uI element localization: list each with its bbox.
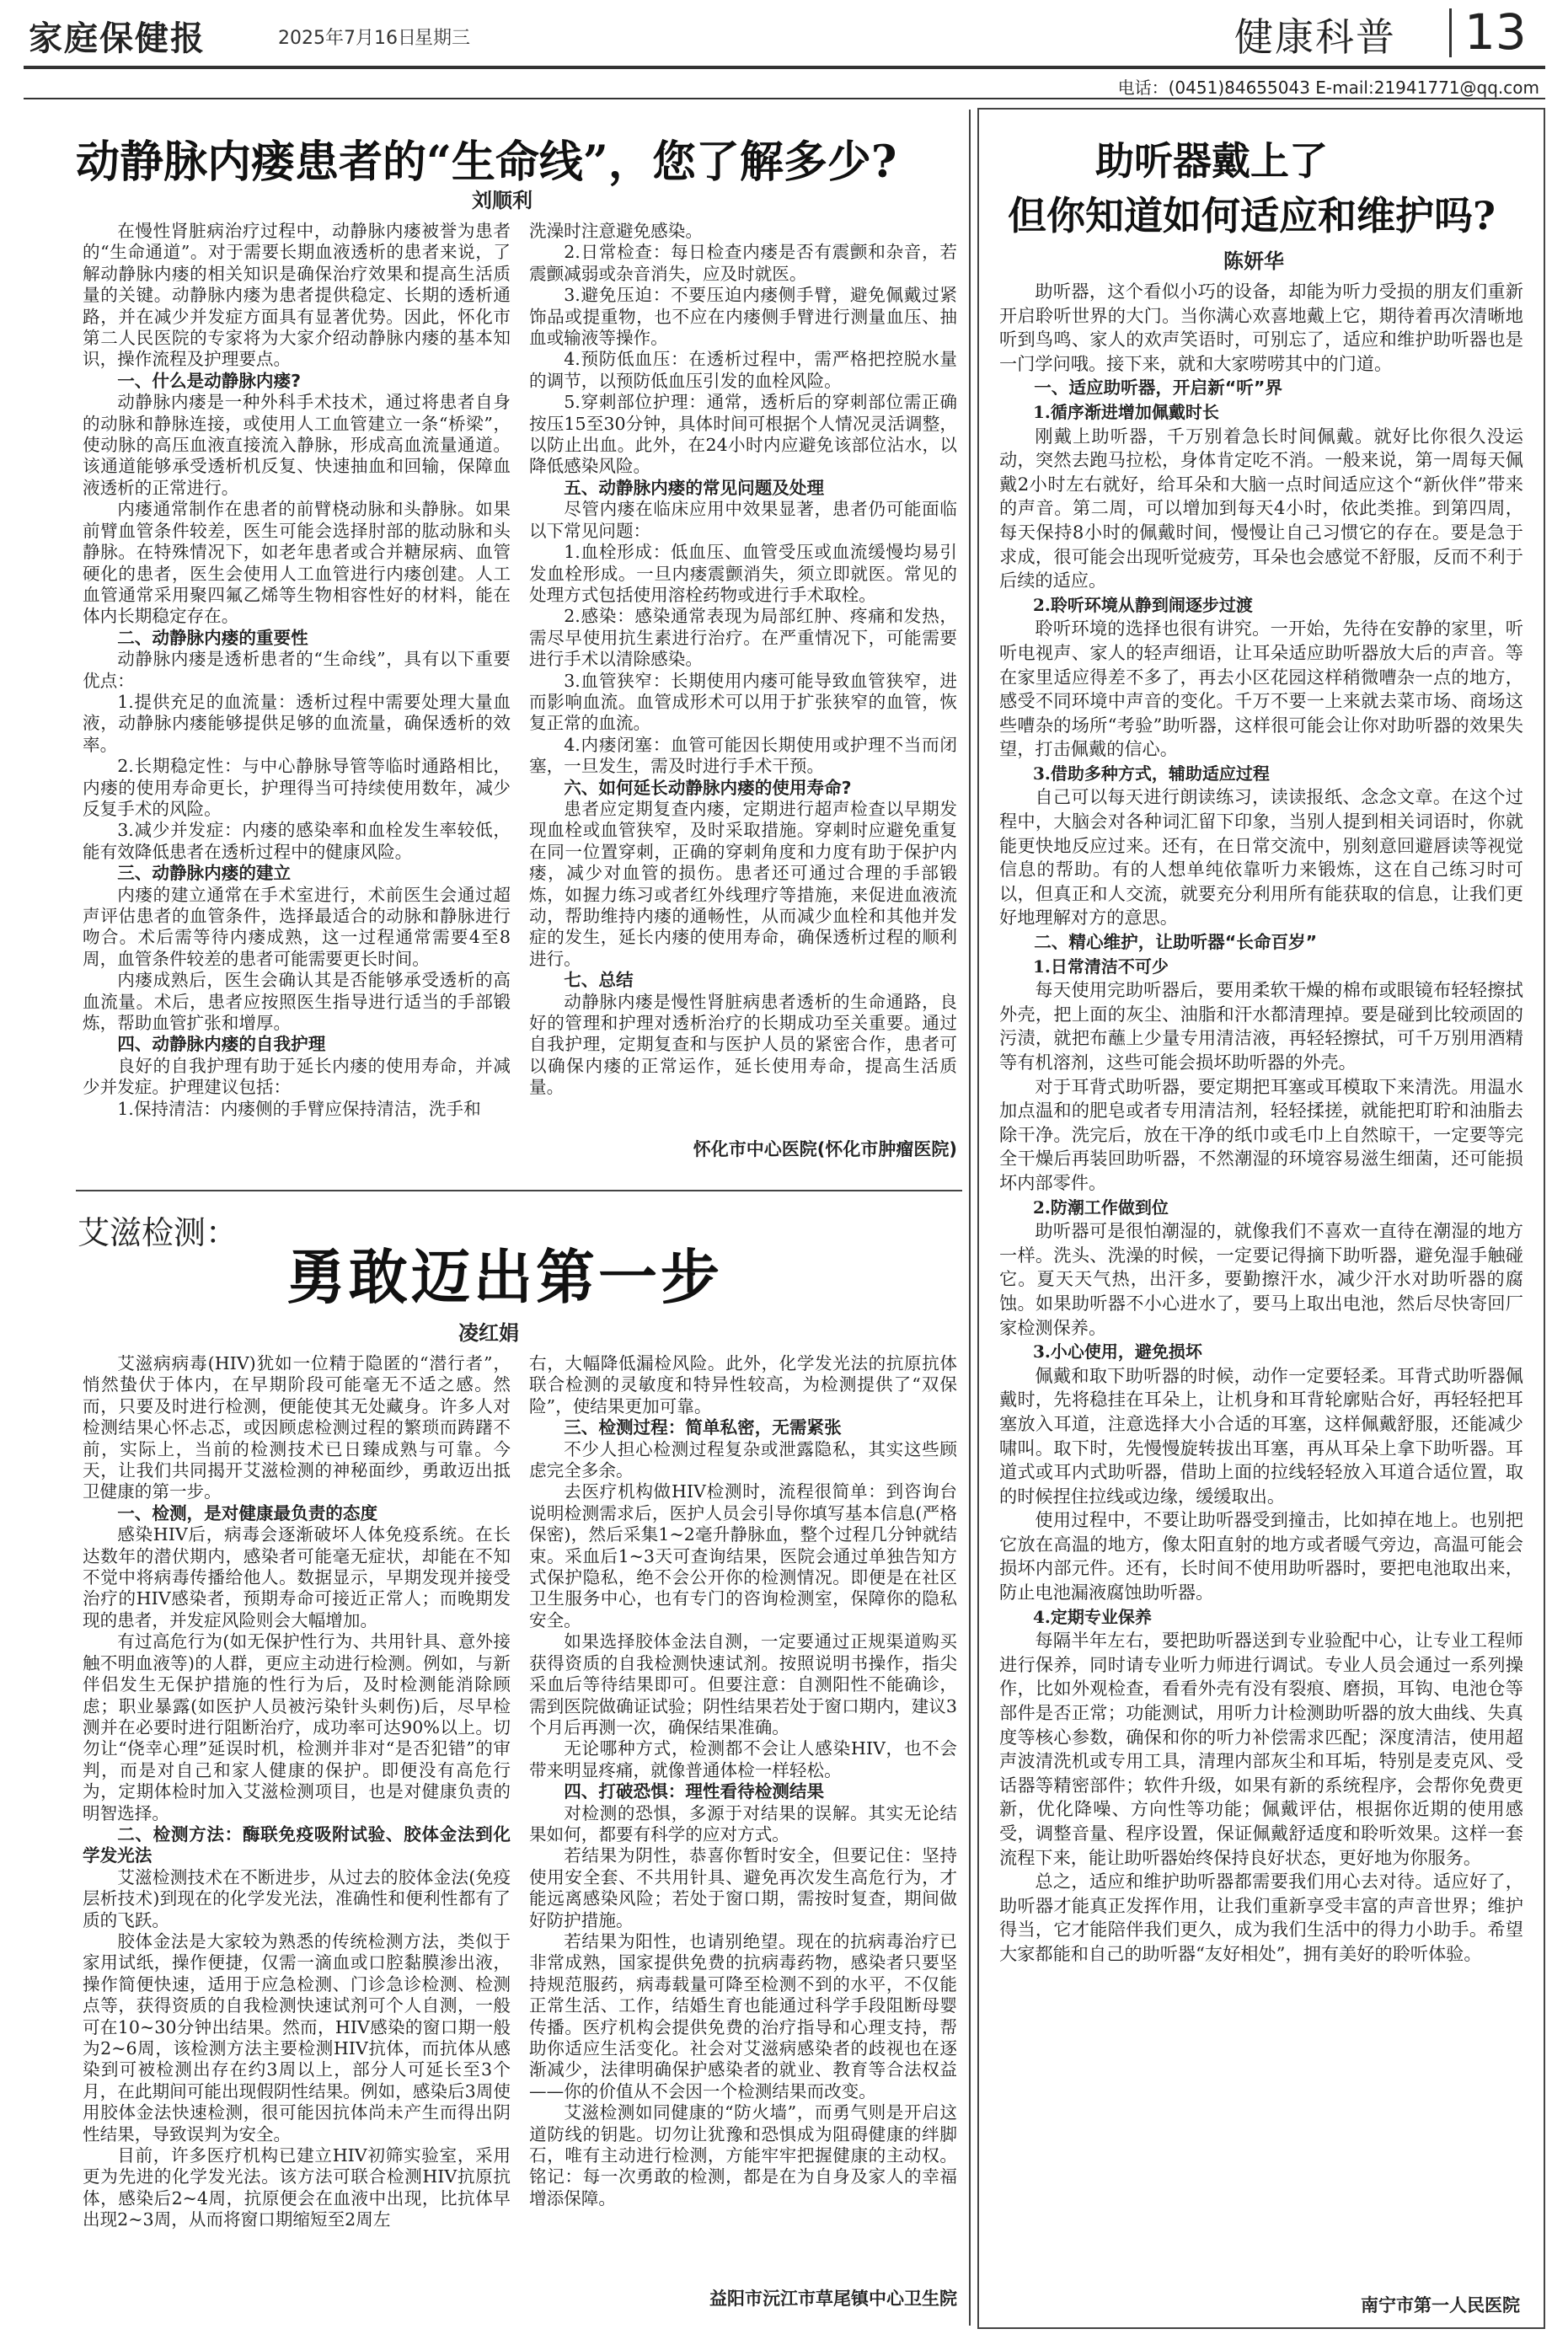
article2-col2 <box>529 1353 957 2276</box>
paragraph: 4.内瘘闭塞：血管可能因长期使用或护理不当而闭塞，一旦发生，需及时进行手术干预。 <box>529 734 957 777</box>
issue-date: 2025年7月16日 <box>278 28 416 49</box>
paragraph: 助听器，这个看似小巧的设备，却能为听力受损的朋友们重新开启聆听世界的大门。当你满心欢喜地戴上它，期待着再次清晰地听到鸟鸣、家人的欢声笑语时，可别忘了，适应和维护助听器也是一门学问哦。接下来，就和大家唠唠其中的门道。 <box>999 281 1523 374</box>
paragraph: 动静脉内瘘是慢性肾脏病患者透析的生命通路，良好的管理和护理对透析治疗的长期成功至关重要。通过自我护理，定期复查和与医护人员的紧密合作，患者可以确保内瘘的正常运作，延长使用寿命，提高生活质量。 <box>529 991 957 1098</box>
article1-author: 刘顺利 <box>472 189 532 212</box>
paragraph: 对于耳背式助听器，要定期把耳塞或耳模取下来清洗。用温水加点温和的肥皂或者专用清洁剂，轻轻揉搓，就能把耵聍和油脂去除干净。洗完后，放在干净的纸巾或毛巾上自然晾干，一定要等完全干燥后再装回助听器，不然潮湿的环境容易滋生细菌，还可能损坏内部零件。 <box>999 1075 1523 1193</box>
article3-title-line2: 但你知道如何适应和维护吗? <box>1008 193 1496 238</box>
subsection-heading: 3.小心使用，避免损坏 <box>1033 1341 1202 1363</box>
paragraph: 在慢性肾脏病治疗过程中，动静脉内瘘被誉为患者的“生命通道”。对于需要长期血液透析的患者来说，了解动静脉内瘘的相关知识是确保治疗效果和提高生活质量的关键。动静脉内瘘为患者提供稳定、长期的透析通路，并在减少并发症方面具有显著优势。因此，怀化市第二人民医院的专家将为大家介绍动静脉内瘘的基本知识，操作流程及护理要点。 <box>83 221 511 370</box>
paragraph: 3.避免压迫：不要压迫内瘘侧手臂，避免佩戴过紧饰品或提重物，也不应在内瘘侧手臂进行测量血压、抽血或输液等操作。 <box>529 285 957 349</box>
paragraph: 动静脉内瘘是一种外科手术技术，通过将患者自身的动脉和静脉连接，或使用人工血管建立一条“桥梁”，使动脉的高压血液直接流入静脉，形成高血流量通道。该通道能够承受透析机反复、快速抽血和回输，保障血液透析的正常进行。 <box>83 392 511 498</box>
paragraph: 内瘘成熟后，医生会确认其是否能够承受透析的高血流量。术后，患者应按照医生指导进行适当的手部锻炼，帮助血管扩张和增厚。 <box>83 970 511 1034</box>
paragraph: 目前，许多医疗机构已建立HIV初筛实验室，采用更为先进的化学发光法。该方法可联合检测HIV抗原抗体，感染后2~4周，抗原便会在血液中出现，比抗体早出现2~3周，从而将窗口期缩短至2周左 <box>83 2145 511 2230</box>
paragraph: 3.减少并发症：内瘘的感染率和血栓发生率较低，能有效降低患者在透析过程中的健康风险。 <box>83 820 511 862</box>
article2-title: 勇敢迈出第一步 <box>286 1242 723 1312</box>
paragraph: 自己可以每天进行朗读练习，读读报纸、念念文章。在这个过程中，大脑会对各种词汇留下印象，当别人提到相关词语时，你就能更快地反应过来。还有，在日常交流中，别刻意回避唇读等视觉信息的帮助。有的人想单纯依靠听力来锻炼，这在自己练习时可以，但真正和人交流，就要充分利用所有能获取的信息，让我们更好地理解对方的意思。 <box>999 786 1523 929</box>
subsection-heading: 4.定期专业保养 <box>1033 1606 1152 1627</box>
article2-author: 凌红娟 <box>458 1321 519 1345</box>
paragraph: 5.穿刺部位护理：通常，透析后的穿刺部位需正确按压15至30分钟，具体时间可根据个人情况灵活调整，以防止出血。此外，在24小时内应避免该部位沾水，以降低感染风险。 <box>529 392 957 477</box>
paragraph: 如果选择胶体金法自测，一定要通过正规渠道购买获得资质的自我检测快速试剂。按照说明书操作，指尖采血后等待结果即可。但要注意：自测阳性不能确诊，需到医院做确证试验；阴性结果若处于窗口期内，建议3个月后再测一次，确保结果准确。 <box>529 1631 957 1737</box>
page-number: 13 <box>1464 3 1527 61</box>
article1-source: 怀化市中心医院(怀化市肿瘤医院) <box>693 1139 957 1159</box>
paragraph: 艾滋检测技术在不断进步，从过去的胶体金法(免疫层析技术)到现在的化学发光法，准确性和便利性都有了质的飞跃。 <box>83 1866 511 1930</box>
section-heading: 一、检测，是对健康最负责的态度 <box>117 1502 378 1523</box>
paragraph: 助听器可是很怕潮湿的，就像我们不喜欢一直待在潮湿的地方一样。洗头、洗澡的时候，一定要记得摘下助听器，避免湿手触碰它。夏天天气热，出汗多，要勤擦汗水，减少汗水对助听器的腐蚀。如果助听器不小心进水了，要马上取出电池，然后尽快寄回厂家检测保养。 <box>999 1220 1523 1338</box>
paragraph: 聆听环境的选择也很有讲究。一开始，先待在安静的家里，听听电视声、家人的轻声细语，让耳朵适应助听器放大后的声音。等在家里适应得差不多了，再去小区花园这样稍微嘈杂一点的地方，感受不同环境中声音的变化。千万不要一上来就去菜市场、商场这些嘈杂的场所“考验”助听器，这样很可能会让你对助听器的效果失望，打击佩戴的信心。 <box>999 618 1523 760</box>
subsection-heading: 1.循序渐进增加佩戴时长 <box>1033 401 1219 422</box>
section-heading: 五、动静脉内瘘的常见问题及处理 <box>564 477 825 498</box>
section-heading: 六、如何延长动静脉内瘘的使用寿命? <box>564 777 852 798</box>
paragraph: 有过高危行为(如无保护性行为、共用针具、意外接触不明血液等)的人群，更应主动进行检测。例如，与新伴侣发生无保护措施的性行为后，及时检测能消除顾虑；职业暴露(如医护人员被污染针头刺伤)后，尽早检测并在必要时进行阻断治疗，成功率可达90%以上。切勿让“侥幸心理”延误时机，检测并非对“是否犯错”的审判，而是对自己和家人健康的保护。即便没有高危行为，定期体检时加入艾滋检测项目，也是对健康负责的明智选择。 <box>83 1631 511 1823</box>
paragraph: 艾滋检测如同健康的“防火墙”，而勇气则是开启这道防线的钥匙。切勿让犹豫和恐惧成为阻碍健康的绊脚石，唯有主动进行检测，方能牢牢把握健康的主动权。铭记：每一次勇敢的检测，都是在为自身及家人的幸福增添保障。 <box>529 2102 957 2208</box>
paragraph: 内瘘的建立通常在手术室进行，术前医生会通过超声评估患者的血管条件，选择最适合的动脉和静脉进行吻合。术后需等待内瘘成熟，这一过程通常需要4至8周，血管条件较差的患者可能需要更长时间。 <box>83 884 511 969</box>
section-heading: 四、打破恐惧：理性看待检测结果 <box>564 1781 825 1802</box>
paragraph: 总之，适应和维护助听器都需要我们用心去对待。适应好了，助听器才能真正发挥作用，让我们重新享受丰富的声音世界；维护得当，它才能陪伴我们更久，成为我们生活中的得力小助手。希望大家都能和自己的助听器“友好相处”，拥有美好的聆听体验。 <box>999 1871 1523 1964</box>
article2-col1 <box>83 1353 511 2322</box>
subsection-heading: 1.日常清洁不可少 <box>1033 956 1169 977</box>
section-heading: 二、精心维护，让助听器“长命百岁” <box>1034 932 1318 953</box>
masthead-divider <box>1449 8 1452 57</box>
paragraph: 1.提供充足的血流量：透析过程中需要处理大量血液，动静脉内瘘能够提供足够的血流量，确保透析的效率。 <box>83 691 511 755</box>
paragraph: 动静脉内瘘是透析患者的“生命线”，具有以下重要优点： <box>83 649 511 691</box>
paragraph: 胶体金法是大家较为熟悉的传统检测方法，类似于家用试纸，操作便捷，仅需一滴血或口腔黏膜渗出液，操作简便快速，适用于应急检测、门诊急诊检测、检测点等，获得资质的自我检测快速试剂可个人自测，一般可在10~30分钟出结果。然而，HIV感染的窗口期一般为2~6周，该检测方法主要检测HIV抗体，而抗体从感染到可被检测出存在约3周以上，部分人可延长至3个月，在此期间可能出现假阴性结果。例如，感染后3周使用胶体金法快速检测，很可能因抗体尚未产生而得出阴性结果，导致误判为安全。 <box>83 1930 511 2144</box>
paragraph: 2.日常检查：每日检查内瘘是否有震颤和杂音，若震颤减弱或杂音消失，应及时就医。 <box>529 242 957 284</box>
section-heading: 二、检测方法：酶联免疫吸附试验、胶体金法到化学发光法 <box>83 1823 511 1866</box>
article3-author: 陈妍华 <box>1223 249 1284 273</box>
section-heading: 七、总结 <box>564 970 634 991</box>
subsection-heading: 2.防潮工作做到位 <box>1033 1197 1169 1218</box>
paragraph: 若结果为阳性，也请别绝望。现在的抗病毒治疗已非常成熟，国家提供免费的抗病毒药物，感染者只要坚持规范服药，病毒载量可降至检测不到的水平，不仅能正常生活、工作，结婚生育也能通过科学手段阻断母婴传播。医疗机构会提供免费的治疗指导和心理支持，帮助你适应生活变化。社会对艾滋病感染者的歧视也在逐渐减少，法律明确保护感染者的就业、教育等合法权益——你的价值从不会因一个检测结果而改变。 <box>529 1930 957 2101</box>
article2-kicker: 艾滋检测： <box>78 1214 238 1251</box>
article1-col1 <box>83 221 511 1177</box>
newspaper-name: 家庭保健报 <box>29 19 206 58</box>
paragraph: 患者应定期复查内瘘，定期进行超声检查以早期发现血栓或血管狭窄，及时采取措施。穿刺时应避免重复在同一位置穿刺，正确的穿刺角度和力度有助于保护内瘘，减少对血管的损伤。患者还可通过合理的手部锻炼，如握力练习或者红外线理疗等措施，来促进血液流动，帮助维持内瘘的通畅性，从而减少血栓和其他并发症的发生，延长内瘘的使用寿命，确保透析过程的顺利进行。 <box>529 798 957 969</box>
paragraph: 每天使用完助听器后，要用柔软干燥的棉布或眼镜布轻轻擦拭外壳，把上面的灰尘、油脂和汗水都清理掉。要是碰到比较顽固的污渍，就把布蘸上少量专用清洁液，再轻轻擦拭，可千万别用酒精等有机溶剂，这些可能会损坏助听器的外壳。 <box>999 979 1523 1073</box>
section-heading: 四、动静脉内瘘的自我护理 <box>117 1034 326 1055</box>
paragraph: 佩戴和取下助听器的时候，动作一定要轻柔。耳背式助听器佩戴时，先将稳挂在耳朵上，让机身和耳背轮廓贴合好，再轻轻把耳塞放入耳道，注意选择大小合适的耳塞，这样佩戴舒服，还能减少啸叫。取下时，先慢慢旋转拔出耳塞，再从耳朵上拿下助听器。耳道式或耳内式助听器，借助上面的拉线轻轻放入耳道合适位置，取的时候捏住拉线或边缘，缓缓取出。 <box>999 1364 1523 1507</box>
section-heading: 三、动静脉内瘘的建立 <box>117 863 292 884</box>
paragraph: 艾滋病病毒(HIV)犹如一位精于隐匿的“潜行者”，悄然蛰伏于体内，在早期阶段可能毫无不适之感。然而，只要及时进行检测，便能使其无处藏身。许多人对检测结果心怀忐忑，或因顾虑检测过程的繁琐而踌躇不前，实际上，当前的检测技术已日臻成熟与可靠。今天，让我们共同揭开艾滋检测的神秘面纱，勇敢迈出抵卫健康的第一步。 <box>83 1353 511 1502</box>
contact-info: 电话：(0451)84655043 E-mail:21941771@qq.com <box>1117 78 1539 98</box>
paragraph: 使用过程中，不要让助听器受到撞击，比如掉在地上。也别把它放在高温的地方，像太阳直射的地方或者暖气旁边，高温可能会损坏内部元件。还有，长时间不使用助听器时，要把电池取出来，防止电池漏液腐蚀助听器。 <box>999 1509 1523 1603</box>
paragraph: 每隔半年左右，要把助听器送到专业验配中心，让专业工程师进行保养，同时请专业听力师进行调试。专业人员会通过一系列操作，比如外观检查，看看外壳有没有裂痕、磨损，耳钩、电池仓等部件是否正常；功能测试，用听力计检测助听器的放大曲线、失真度等核心参数，确保和你的听力补偿需求匹配；深度清洁，使用超声波清洗机或专用工具，清理内部灰尘和耳垢，特别是麦克风、受话器等精密部件；软件升级，如果有新的系统程序，会帮你免费更新，优化降噪、方向性等功能；佩戴评估，根据你近期的使用感受，调整音量、程序设置，保证佩戴舒适度和聆听效果。这样一套流程下来，能让助听器始终保持良好状态，更好地为你服务。 <box>999 1630 1523 1868</box>
masthead-rule <box>24 66 1545 69</box>
paragraph: 尽管内瘘在临床应用中效果显著，患者仍可能面临以下常见问题： <box>529 499 957 541</box>
paragraph: 刚戴上助听器，千万别着急长时间佩戴。就好比你很久没运动，突然去跑马拉松，身体肯定吃不消。一般来说，第一周每天佩戴2小时左右就好，给耳朵和大脑一点时间适应这个“新伙伴”带来的声音。第二周，可以增加到每天4小时，依此类推。到第四周，每天保持8小时的佩戴时间，慢慢让自己习惯它的存在。要是急于求成，很可能会出现听觉疲劳，耳朵也会感觉不舒服，反而不利于后续的适应。 <box>999 425 1523 592</box>
paragraph: 2.感染：感染通常表现为局部红肿、疼痛和发热，需尽早使用抗生素进行治疗。在严重情况下，可能需要进行手术以清除感染。 <box>529 606 957 670</box>
paragraph: 洗澡时注意避免感染。 <box>529 221 703 241</box>
column-divider <box>969 110 971 2326</box>
article1-title: 动静脉内瘘患者的“生命线”，您了解多少? <box>76 137 897 188</box>
subsection-heading: 3.借助多种方式，辅助适应过程 <box>1033 763 1270 784</box>
issue-weekday: 星期三 <box>415 28 471 49</box>
paragraph: 内瘘通常制作在患者的前臂桡动脉和头静脉。如果前臂血管条件较差，医生可能会选择肘部的肱动脉和头静脉。在特殊情况下，如老年患者或合并糖尿病、血管硬化的患者，医生会使用人工血管进行内瘘创建。人工血管通常采用聚四氟乙烯等生物相容性好的材料，能在体内长期稳定存在。 <box>83 499 511 627</box>
paragraph: 感染HIV后，病毒会逐渐破坏人体免疫系统。在长达数年的潜伏期内，感染者可能毫无症状，却能在不知不觉中将病毒传播给他人。数据显示，早期发现并接受治疗的HIV感染者，预期寿命可接近正常人；而晚期发现的患者，并发症风险则会大幅增加。 <box>83 1524 511 1630</box>
section-heading: 二、动静脉内瘘的重要性 <box>117 627 308 648</box>
paragraph: 1.保持清洁：内瘘侧的手臂应保持清洁，洗手和 <box>117 1098 481 1119</box>
article-divider <box>76 1190 962 1191</box>
paragraph: 1.血栓形成：低血压、血管受压或血流缓慢均易引发血栓形成。一旦内瘘震颤消失，须立即就医。常见的处理方式包括使用溶栓药物或进行手术取栓。 <box>529 542 957 605</box>
section-heading: 三、检测过程：简单私密，无需紧张 <box>564 1417 842 1438</box>
masthead <box>0 0 1568 110</box>
paragraph: 对检测的恐惧，多源于对结果的误解。其实无论结果如何，都要有科学的应对方式。 <box>529 1802 957 1844</box>
section-name: 健康科普 <box>1234 14 1396 60</box>
article1-col2 <box>529 221 957 1131</box>
section-heading: 一、什么是动静脉内瘘? <box>117 370 302 391</box>
masthead-rule-thin <box>24 98 1545 99</box>
article3-title-line1: 助听器戴上了 <box>1095 138 1328 184</box>
paragraph: 不少人担心检测过程复杂或泄露隐私，其实这些顾虑完全多余。 <box>529 1438 957 1481</box>
paragraph: 3.血管狭窄：长期使用内瘘可能导致血管狭窄，进而影响血流。血管成形术可以用于扩张狭窄的血管，恢复正常的血流。 <box>529 670 957 734</box>
paragraph: 良好的自我护理有助于延长内瘘的使用寿命，并减少并发症。护理建议包括： <box>83 1055 511 1098</box>
paragraph: 4.预防低血压：在透析过程中，需严格把控脱水量的调节，以预防低血压引发的血栓风险。 <box>529 349 957 391</box>
article3-body <box>999 280 1523 2285</box>
paragraph: 若结果为阴性，恭喜你暂时安全，但要记住：坚持使用安全套、不共用针具、避免再次发生高危行为，才能远离感染风险；若处于窗口期，需按时复查，期间做好防护措施。 <box>529 1845 957 1930</box>
article2-source: 益阳市沅江市草尾镇中心卫生院 <box>709 2289 957 2309</box>
paragraph: 右，大幅降低漏检风险。此外，化学发光法的抗原抗体联合检测的灵敏度和特异性较高，为检测提供了“双保险”，使结果更加可靠。 <box>529 1353 957 1416</box>
paragraph: 无论哪种方式，检测都不会让人感染HIV，也不会带来明显疼痛，就像普通体检一样轻松。 <box>529 1738 957 1780</box>
paragraph: 2.长期稳定性：与中心静脉导管等临时通路相比，内瘘的使用寿命更长，护理得当可持续使用数年，减少反复手术的风险。 <box>83 756 511 819</box>
section-heading: 一、适应助听器，开启新“听”界 <box>1034 377 1282 399</box>
article3-source: 南宁市第一人民医院 <box>1361 2295 1520 2316</box>
paragraph: 去医疗机构做HIV检测时，流程很简单：到咨询台说明检测需求后，医护人员会引导你填写基本信息(严格保密)，然后采集1~2毫升静脉血，整个过程几分钟就结束。采血后1~3天可查询结果，医院会通过单独告知方式保护隐私，绝不会公开你的检测情况。即便是在社区卫生服务中心，也有专门的咨询检测室，保障你的隐私安全。 <box>529 1481 957 1630</box>
subsection-heading: 2.聆听环境从静到闹逐步过渡 <box>1033 594 1253 615</box>
